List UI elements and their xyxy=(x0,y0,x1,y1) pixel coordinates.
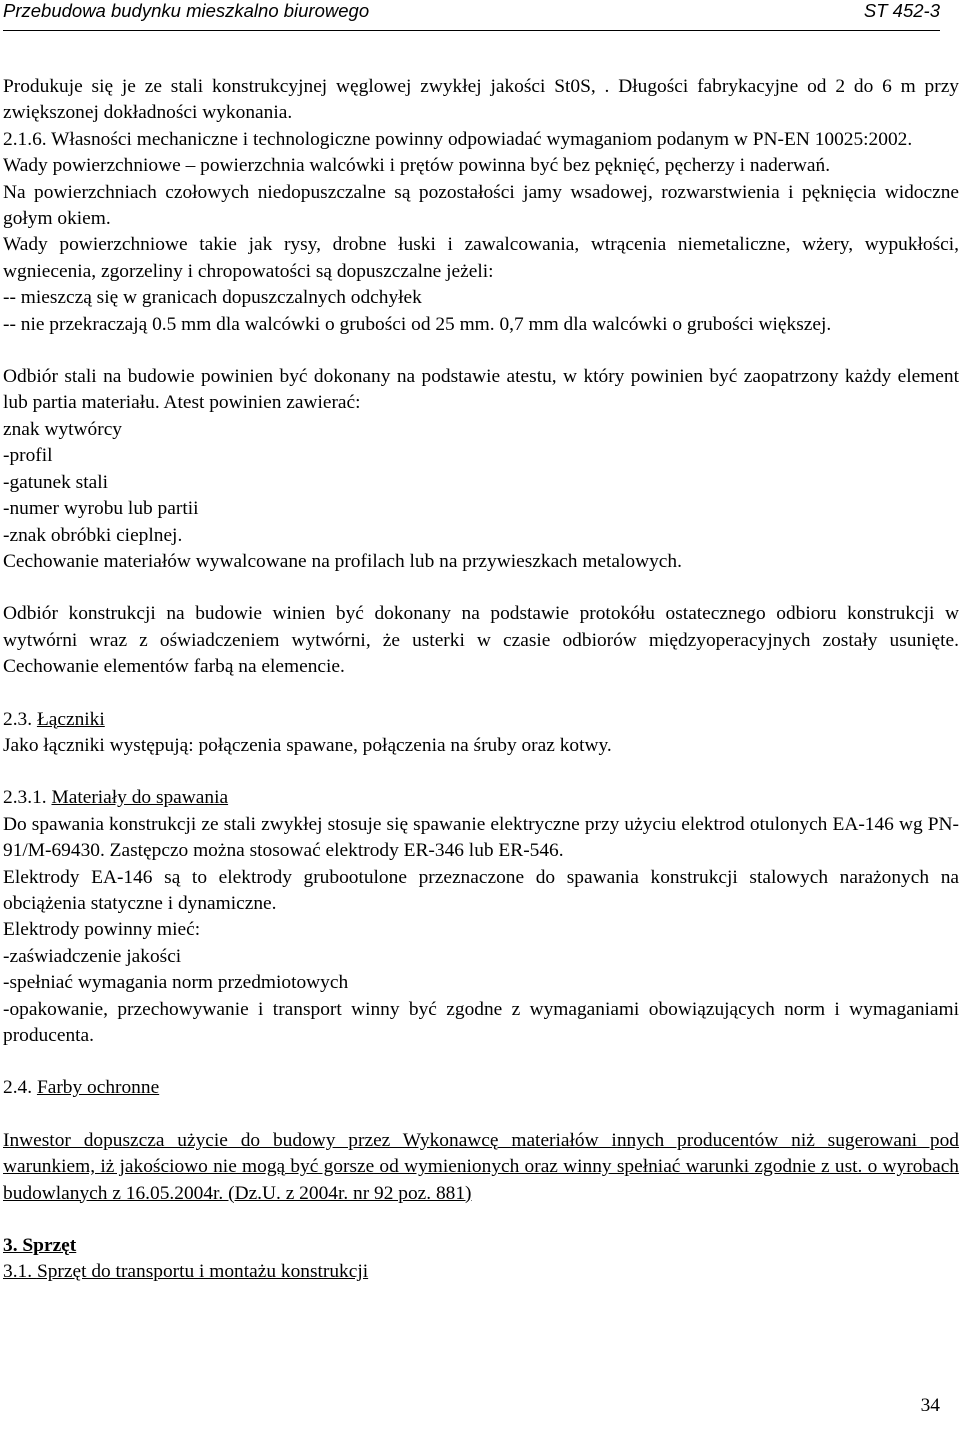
paragraph: Wady powierzchniowe – powierzchnia walcówki i prętów powinna być bez pęknięć, pęcherzy i naderwań. xyxy=(3,155,831,177)
paragraph: Cechowanie materiałów wywalcowane na profilach lub na przywieszkach metalowych. xyxy=(3,550,682,572)
section-number: 2.4. xyxy=(3,1077,37,1099)
document-body xyxy=(3,74,959,1286)
paragraph: Wady powierzchniowe takie jak rysy, drobne łuski i zawalcowania, wtrącenia niemetaliczne, wżery, wypukłości, wgniecenia, zgorzeliny i chropowatości są dopuszczalne jeżeli: xyxy=(3,234,959,282)
section-title: Materiały do spawania xyxy=(51,787,229,809)
paragraph: Odbiór stali na budowie powinien być dokonany na podstawie atestu, w który powinien być zaopatrzony każdy element lub partia materiału. Atest powinien zawierać: xyxy=(3,366,959,414)
section-heading-2-3 xyxy=(3,707,959,733)
list-item: -- nie przekraczają 0.5 mm dla walcówki o grubości od 25 mm. 0,7 mm dla walcówki o grubości większej. xyxy=(3,313,832,335)
list-item: -numer wyrobu lub partii xyxy=(3,498,199,520)
paragraph: Elektrody powinny mieć: xyxy=(3,919,201,941)
section-heading-2-4 xyxy=(3,1075,959,1101)
list-item: -znak obróbki cieplnej. xyxy=(3,524,183,546)
section-title: Łączniki xyxy=(36,708,105,730)
paragraph: Do spawania konstrukcji ze stali zwykłej stosuje się spawanie elektryczne przy użyciu elektrod otulonych EA-146 wg PN-91/M-69430. Zastępczo można stosować elektrody ER-346 lub ER-546. xyxy=(3,813,959,862)
paragraph: Jako łączniki występują: połączenia spawane, połączenia na śruby oraz kotwy. xyxy=(3,734,612,756)
paragraph: Na powierzchniach czołowych niedopuszczalne są pozostałości jamy wsadowej, rozwarstwienia i pęknięcia widoczne gołym okiem. xyxy=(3,181,959,230)
section-heading-3-1 xyxy=(3,1259,959,1285)
list-item: -profil xyxy=(3,445,53,467)
document-title: Przebudowa budynku mieszkalno biurowego xyxy=(3,0,370,21)
section-title: Farby ochronne xyxy=(36,1077,160,1099)
paragraph: Odbiór konstrukcji na budowie winien być dokonany na podstawie protokółu ostatecznego odbioru konstrukcji w wytwórni wraz z oświadczeniem wytwórni, że usterki w czasie odbiorów międzyoperacyjnych zostały usunięte. Cechowanie elementów farbą na elemencie. xyxy=(3,603,959,678)
list-item: -zaświadczenie jakości xyxy=(3,945,182,967)
section-number: 2.3. xyxy=(3,708,37,730)
paragraph-underlined: Inwestor dopuszcza użycie do budowy przez Wykonawcę materiałów innych producentów niż sugerowani pod warunkiem, iż jakościowo nie mogą być gorsze od wymienionych oraz winny spełniać warunki zgodnie z ust. o wyrobach budowlanych z 16.05.2004r. (Dz.U. z 2004r. nr 92 poz. 881) xyxy=(3,1129,959,1204)
list-item: -spełniać wymagania norm przedmiotowych xyxy=(3,972,349,994)
paragraph: Elektrody EA-146 są to elektrody grubootulone przeznaczone do spawania konstrukcji stalowych narażonych na obciążenia statyczne i dynamiczne. xyxy=(3,866,959,914)
document-code: ST 452-3 xyxy=(863,0,940,21)
list-item: -gatunek stali xyxy=(3,471,109,493)
list-item: -- mieszczą się w granicach dopuszczalnych odchyłek xyxy=(3,287,422,309)
list-item: -opakowanie, przechowywanie i transport winny być zgodne z wymaganiami obowiązujących norm i wymaganiami producenta. xyxy=(3,998,959,1046)
paragraph: 2.1.6. Własności mechaniczne i technologiczne powinny odpowiadać wymaganiom podanym w PN-EN 10025:2002. xyxy=(3,128,913,150)
section-title: Sprzęt do transportu i montażu konstrukcji xyxy=(36,1261,369,1283)
paragraph: Produkuje się je ze stali konstrukcyjnej węglowej zwykłej jakości St0S, . Długości fabrykacyjne od 2 do 6 m przy zwiększonej dokładności wykonania. xyxy=(3,76,959,124)
section-number: 3.1. xyxy=(3,1261,37,1283)
section-heading-2-3-1 xyxy=(3,785,959,811)
section-heading-3: 3. Sprzęt xyxy=(3,1235,77,1257)
section-number: 2.3.1. xyxy=(3,787,52,809)
list-item: znak wytwórcy xyxy=(3,418,122,440)
page-header xyxy=(3,0,940,31)
page-number: 34 xyxy=(920,1395,940,1416)
